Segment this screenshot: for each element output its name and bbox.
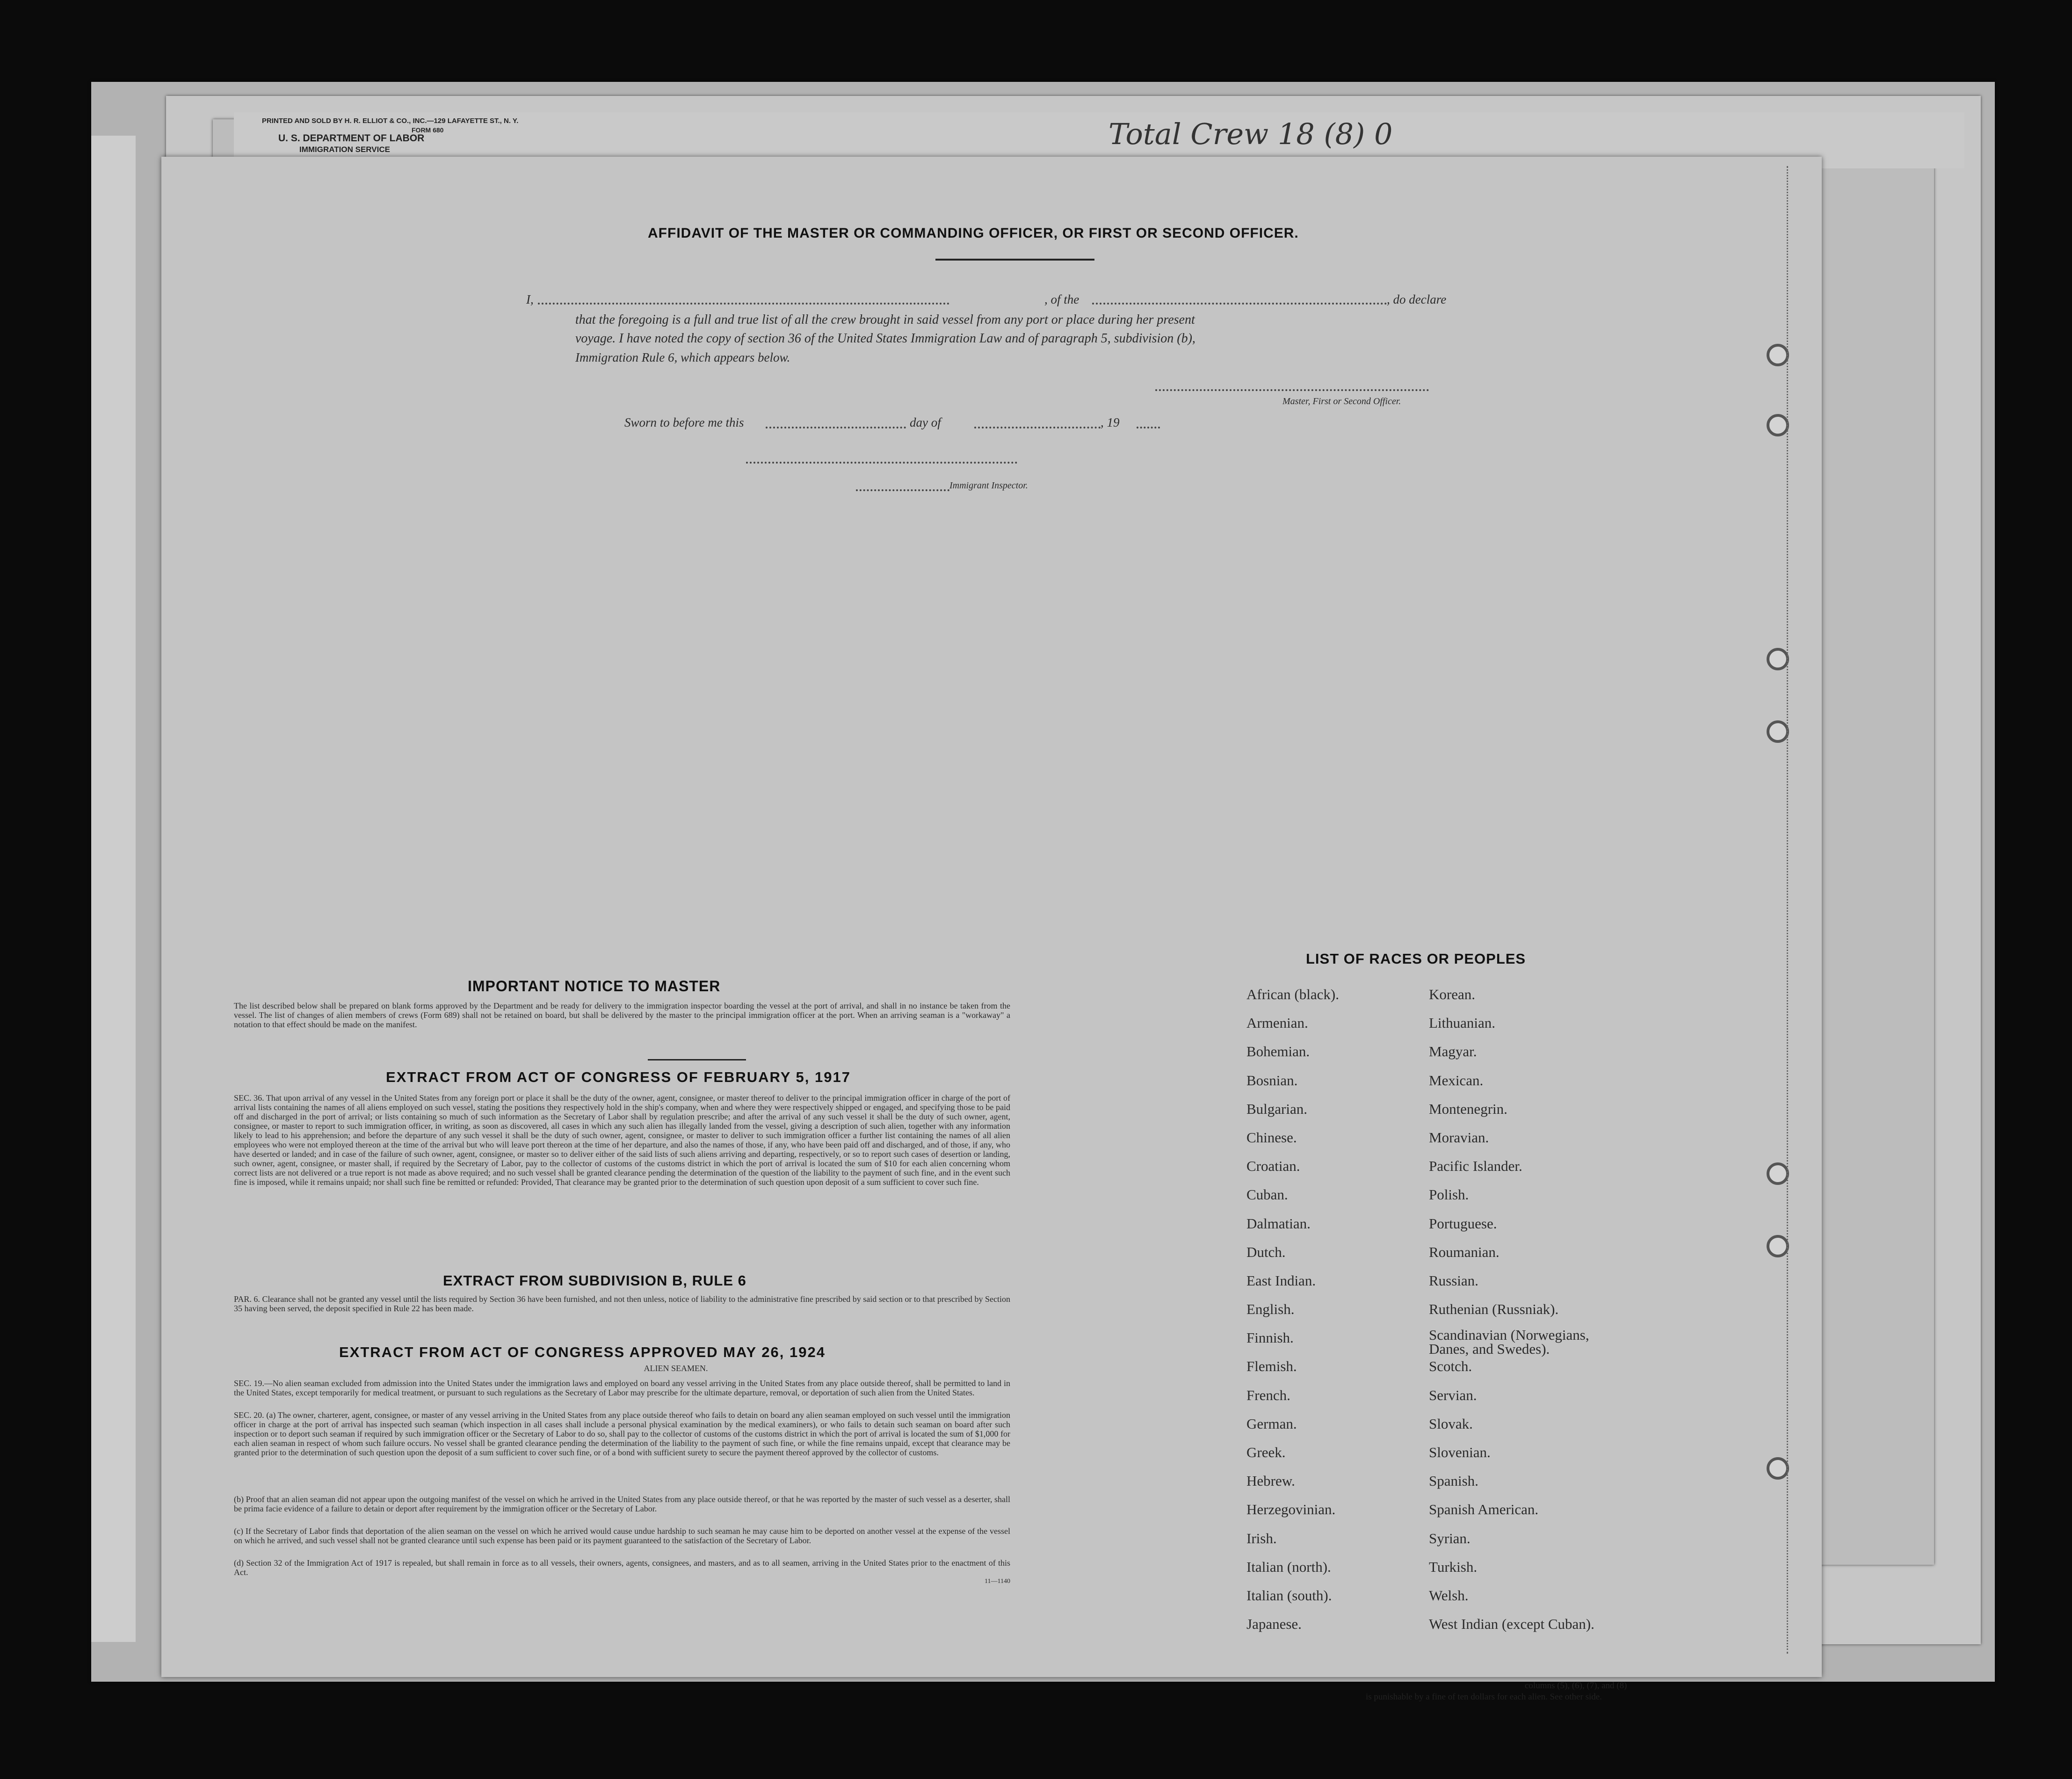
race-item: Polish. xyxy=(1429,1186,1469,1203)
title-underline xyxy=(935,259,1094,261)
extract-rule6-body: PAR. 6. Clearance shall not be granted any vessel until the lists required by Section 36 have been furnished, and not then unless, notice of liability to the administrative fine prescribed by said section or to that prescribed by Section 35 having been served, the deposit specified in Rule 22 has been made. xyxy=(234,1294,1010,1313)
race-item: Italian (north). xyxy=(1246,1558,1331,1575)
binding-hole xyxy=(1767,1162,1789,1185)
inspector-caption-lead xyxy=(856,489,949,491)
race-item: Herzegovinian. xyxy=(1246,1501,1336,1518)
extract-1924-sec20a: SEC. 20. (a) The owner, charterer, agent, consignee, or master of any vessel arriving in the United States from any place outside thereof who fails to detain on board any alien seaman employed on such vessel until the immigration officer in charge at the port of arrival has inspected such seaman (which inspection in all cases shall include a personal physical examination by the medical examiners), or who fails to detain such seaman on board after such inspection or to deport such seaman if required by such immigration officer or the Secretary of Labor to do so, shall pay to the collector of customs of the customs district in which the port of arrival is located the sum of $1,000 for each alien seaman in respect of whom such failure occurs. No vessel shall be granted clearance pending the determination of the liability to the payment of such fine, or while the fine remains unpaid, except that clearance may be granted prior to the determination of such question upon the deposit of a sum sufficient to cover such fine, or of a bond with sufficient surety to secure the payment thereof approved by the collector of customs. xyxy=(234,1410,1010,1457)
race-item: Flemish. xyxy=(1246,1358,1297,1375)
sworn-day-blank xyxy=(766,427,906,428)
binding-hole xyxy=(1767,414,1789,436)
affidavit-line-3: voyage. I have noted the copy of section 36 of the United States Immigration Law and of paragraph 5, subdivision (b), xyxy=(575,331,1195,346)
extract-1917-body: SEC. 36. That upon arrival of any vessel in the United States from any foreign port or place it shall be the duty of the owner, agent, consignee, or master thereof to deliver to the principal immigration officer in charge of the port of arrival lists containing the names of all aliens employed on such vessel, stating the positions they respectively hold in the ship's company, when and where they were respectively shipped or engaged, and specifying those to be paid off and discharged in the port of arrival; or lists containing so much of such information as the Secretary of Labor shall by regulation prescribe; and after the arrival of any such vessel it shall be the duty of such owner, agent, consignee, or master to report to such immigration officer, in writing, as soon as discovered, all cases in which any such alien has illegally landed from the vessel, giving a description of such alien, together with any information likely to lead to his apprehension; and before the departure of any such vessel it shall be the duty of such owner, agent, consignee, or master to deliver to such immigration officer a further list containing the names of all alien employees who were not employed thereon at the time of the arrival but who will leave port thereon at the time of her departure, and also the names of those, if any, who have been paid off and discharged, and of those, if any, who have deserted or landed; and in case of the failure of such owner, agent, consignee, or master so to deliver either of the said lists of such aliens arriving and departing, respectively, or so to report such cases of desertion or landing, such owner, agent, consignee, or master shall, if required by the Secretary of Labor, pay to the collector of customs of the customs district in which the port of arrival is located the sum of $10 for each alien concerning whom correct lists are not delivered or a true report is not made as above required; and no such vessel shall be granted clearance pending the determination of the question of the liability to the payment of such fine, and in the event such fine is imposed, while it remains unpaid; nor shall such fine be remitted or refunded: Provided, That clearance may be granted prior to the determination of such question upon deposit of a sum sufficient to cover such fine. xyxy=(234,1093,1010,1187)
affidavit-page xyxy=(161,157,1822,1702)
race-item: French. xyxy=(1246,1387,1290,1403)
race-item: Roumanian. xyxy=(1429,1243,1500,1260)
race-item: Scandinavian (Norwegians, Danes, and Swedes). xyxy=(1429,1327,1589,1358)
print-code: 11—1140 xyxy=(985,1578,1010,1585)
races-title: LIST OF RACES OR PEOPLES xyxy=(1306,951,1526,967)
race-item: Dutch. xyxy=(1246,1243,1286,1260)
sworn-month-blank xyxy=(974,427,1101,428)
race-item: Bohemian. xyxy=(1246,1043,1310,1060)
department-name: U. S. DEPARTMENT OF LABOR xyxy=(278,133,425,144)
affidavit-of-the: , of the xyxy=(1044,292,1079,306)
handwritten-crew-total: Total Crew 18 (8) 0 xyxy=(1108,117,1393,151)
vessel-blank xyxy=(1092,303,1387,305)
race-item: Korean. xyxy=(1429,986,1475,1002)
race-item: Hebrew. xyxy=(1246,1473,1295,1489)
race-item: Slovenian. xyxy=(1429,1444,1491,1460)
race-item: Magyar. xyxy=(1429,1043,1477,1060)
extract-rule6-title: EXTRACT FROM SUBDIVISION B, RULE 6 xyxy=(443,1272,746,1289)
race-item: Welsh. xyxy=(1429,1587,1469,1604)
section-divider xyxy=(648,1059,746,1060)
race-item: Syrian. xyxy=(1429,1530,1471,1547)
binding-hole xyxy=(1767,1457,1789,1480)
extract-1924-sec20c: (c) If the Secretary of Labor finds that deportation of the alien seaman on the vessel on which he arrived would cause undue hardship to such seaman he may cause him to be deported on another vessel at the expense of the vessel on which he arrived, and such vessel shall not be granted clearance until such expense has been paid or its payment guaranteed to the satisfaction of the Secretary of Labor. xyxy=(234,1526,1010,1545)
notice-title: IMPORTANT NOTICE TO MASTER xyxy=(468,978,721,995)
extract-1924-subtitle: ALIEN SEAMEN. xyxy=(644,1364,708,1373)
officer-signature-blank xyxy=(1155,389,1429,391)
race-item: Greek. xyxy=(1246,1444,1286,1460)
race-item: Japanese. xyxy=(1246,1616,1302,1633)
race-item: Moravian. xyxy=(1429,1129,1489,1146)
race-item: Montenegrin. xyxy=(1429,1100,1507,1117)
inspector-signature-blank xyxy=(746,462,1017,464)
printer-line: PRINTED AND SOLD BY H. R. ELLIOT & CO., INC.—129 LAFAYETTE ST., N. Y. xyxy=(262,117,519,125)
race-item: Italian (south). xyxy=(1246,1587,1332,1604)
affidavit-line-2: that the foregoing is a full and true list of all the crew brought in said vessel from any port or place during her present xyxy=(575,312,1195,327)
races-right-column xyxy=(1429,985,1625,1643)
race-item: Servian. xyxy=(1429,1387,1477,1403)
race-item: Mexican. xyxy=(1429,1072,1484,1089)
name-blank xyxy=(538,303,949,305)
races-left-column xyxy=(1246,985,1401,1643)
race-item: Portuguese. xyxy=(1429,1215,1497,1232)
race-item: Turkish. xyxy=(1429,1558,1478,1575)
binding-hole xyxy=(1767,1235,1789,1257)
sworn-year-blank xyxy=(1137,427,1160,428)
race-item: Finnish. xyxy=(1246,1329,1294,1346)
binding-hole xyxy=(1767,720,1789,743)
extract-1924-sec20b: (b) Proof that an alien seaman did not appear upon the outgoing manifest of the vessel on which he arrived in the United States from any place outside thereof, or that he was reported by the master of such vessel as a deserter, shall be prima facie evidence of a failure to detain or deport after requirement by the immigration officer or the Secretary of Labor. xyxy=(234,1495,1010,1513)
race-item: Bosnian. xyxy=(1246,1072,1298,1089)
race-item: Cuban. xyxy=(1246,1186,1288,1203)
race-item: Spanish American. xyxy=(1429,1501,1539,1518)
bottom-note-line1: columns (5), (6), (7), and (8) xyxy=(1525,1681,1627,1691)
affidavit-title: AFFIDAVIT OF THE MASTER OR COMMANDING OFFICER, OR FIRST OR SECOND OFFICER. xyxy=(648,225,1299,241)
officer-signature-caption: Master, First or Second Officer. xyxy=(1282,396,1401,407)
race-item: Armenian. xyxy=(1246,1015,1308,1031)
affidavit-line-4: Immigration Rule 6, which appears below. xyxy=(575,350,790,364)
notice-body: The list described below shall be prepared on blank forms approved by the Department and be ready for delivery to the immigration inspector boarding the vessel at the port of arrival, and shall in no instance be taken from the vessel. The list of changes of alien members of crews (Form 689) shall not be retained on board, but shall be delivered by the master to the principal immigration officer at the port. When an arriving seaman is a "workaway" a notation to that effect should be made on the manifest. xyxy=(234,1001,1010,1029)
race-item: Chinese. xyxy=(1246,1129,1297,1146)
affidavit-do-declare: , do declare xyxy=(1387,292,1447,306)
extract-1924-title: EXTRACT FROM ACT OF CONGRESS APPROVED MAY 26, 1924 xyxy=(339,1344,826,1360)
race-item: Irish. xyxy=(1246,1530,1277,1547)
race-item: Spanish. xyxy=(1429,1473,1478,1489)
perforation-line xyxy=(1787,166,1788,1654)
race-item: Croatian. xyxy=(1246,1158,1300,1175)
race-item: Lithuanian. xyxy=(1429,1015,1496,1031)
race-item: Pacific Islander. xyxy=(1429,1158,1522,1175)
race-item: Scotch. xyxy=(1429,1358,1472,1375)
race-item: Russian. xyxy=(1429,1272,1478,1289)
service-name: IMMIGRATION SERVICE xyxy=(299,145,390,154)
race-item: German. xyxy=(1246,1415,1297,1432)
extract-1924-sec19: SEC. 19.—No alien seaman excluded from admission into the United States under the immigration laws and employed on board any vessel arriving in the United States from any place outside thereof, shall be permitted to land in the United States, except temporarily for medical treatment, or pursuant to such regulations as the Secretary of Labor may prescribe for the ultimate departure, removal, or deportation of such alien from the United States. xyxy=(234,1379,1010,1397)
race-item: Slovak. xyxy=(1429,1415,1473,1432)
extract-1924-sec20d: (d) Section 32 of the Immigration Act of 1917 is repealed, but shall remain in force as to all vessels, their owners, agents, consignees, and masters, and as to all seamen, arriving in the United States prior to the enactment of this Act. xyxy=(234,1558,1010,1577)
race-item: East Indian. xyxy=(1246,1272,1316,1289)
bottom-note-line2: is punishable by a fine of ten dollars for each alien. See other side. xyxy=(1366,1692,1602,1702)
inspector-caption: Immigrant Inspector. xyxy=(949,480,1028,491)
sworn-text: Sworn to before me this xyxy=(624,415,744,429)
race-item: Dalmatian. xyxy=(1246,1215,1311,1232)
race-item: Ruthenian (Russniak). xyxy=(1429,1301,1559,1318)
sworn-day-of: day of xyxy=(910,415,941,429)
sworn-year: , 19 xyxy=(1101,415,1120,429)
race-item: African (black). xyxy=(1246,986,1339,1002)
race-item: English. xyxy=(1246,1301,1295,1318)
binding-hole xyxy=(1767,648,1789,670)
form-number: FORM 680 xyxy=(412,126,444,134)
extract-1917-title: EXTRACT FROM ACT OF CONGRESS OF FEBRUARY 5, 1917 xyxy=(386,1069,851,1085)
race-item: Bulgarian. xyxy=(1246,1100,1307,1117)
affidavit-i: I, xyxy=(526,292,534,306)
race-item: West Indian (except Cuban). xyxy=(1429,1616,1594,1633)
binding-hole xyxy=(1767,344,1789,366)
background-strip xyxy=(91,136,136,1642)
